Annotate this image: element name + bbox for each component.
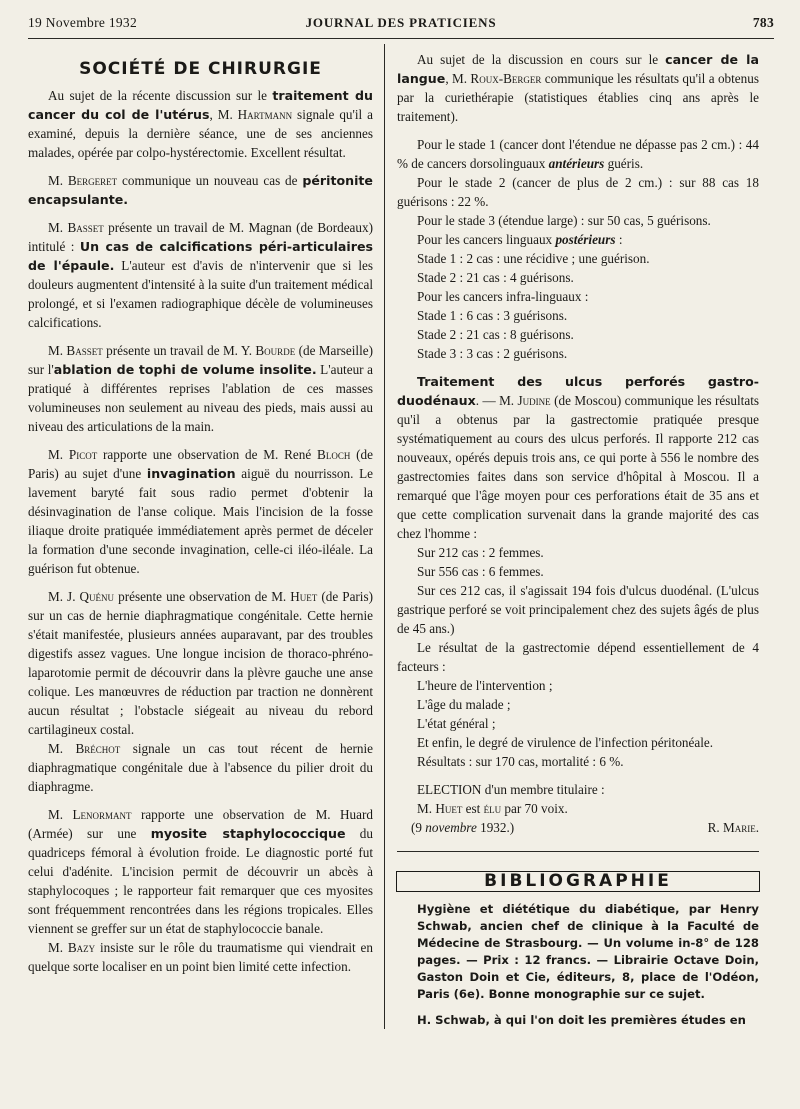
signoff <box>397 818 759 837</box>
signoff-author: R. Marie. <box>707 820 759 835</box>
paragraph-bergeret: M. Bergeret communique un nouveau cas de péritonite encapsulante. <box>28 173 373 207</box>
factor-line: L'heure de l'intervention ; <box>417 678 553 693</box>
paragraph-facteurs: Le résultat de la gastrectomie dépend essentiellement de 4 facteurs : <box>397 640 759 674</box>
paragraph-election: ELECTION d'un membre titulaire : <box>417 782 605 797</box>
paragraph-hartmann: Au sujet de la récente discussion sur le traitement du cancer du col de l'utérus, M. Hartmann signale qu'il a examiné, depuis la dernière séance, une de ses anciennes malades, opérée par colpo-hystérectomie. Excellent résultat. <box>28 88 374 160</box>
biblio-continuation: H. Schwab, à qui l'on doit les premières études en <box>417 1013 746 1027</box>
section-rule <box>397 851 759 852</box>
paragraph-picot: M. Picot rapporte une observation de M. René Bloch (de Paris) au sujet d'une invagination aiguë du nourrisson. Le lavement baryté fait sous radio permet d'obtenir la désinvagination de l'anse colique. Mais l'incision de la fosse iliaque droite pratiquée immédiatement après permet de déceler la formation d'une seconde invagination, celle-ci iléo-iléale. La guérison fut obtenue. <box>28 447 374 576</box>
page-number: 783 <box>752 15 774 30</box>
factor-line: L'état général ; <box>417 716 496 731</box>
journal-title: JOURNAL DES PRATICIENS <box>305 15 497 30</box>
paragraph-duodenal: Sur ces 212 cas, il s'agissait 194 fois d'ulcus duodénal. (L'ulcus gastrique perforé se voit principalement chez des sujets âgés de plus de 45 ans.) <box>397 583 759 636</box>
paragraph-lenormant: M. Lenormant rapporte une observation de M. Huard (Armée) sur une myosite staphylococcique du quadriceps fémoral à évolution froide. Le diagnostic porté fut celui d'adénite. L'incision permit de découvrir un abcès à staphylocoques ; le rapporteur fait remarquer que ces myosites sont fréquemment rencontrées dans les régions tropicales. Elles viennent se greffer sur un état de staphylococcie banale. <box>28 807 373 936</box>
biblio-entry: Hygiène et diététique du diabétique, par Henry Schwab, ancien chef de clinique à la Faculté de Médecine de Strasbourg. — Un volume in-8° de 128 pages. — Prix : 12 francs. — Librairie Octave Doin, Gaston Doin et Cie, éditeurs, 8, place de l'Odéon, Paris (6e). Bonne monographie sur ce sujet. <box>417 902 759 1001</box>
stat-line: Stade 1 : 2 cas : une récidive ; une guérison. <box>417 251 650 266</box>
stat-line: Stade 2 : 21 cas : 4 guérisons. <box>417 270 574 285</box>
paragraph-stade-2: Pour le stade 2 (cancer de plus de 2 cm.) : sur 88 cas 18 guérisons : 22 %. <box>397 175 759 209</box>
stat-line: Stade 1 : 6 cas : 3 guérisons. <box>417 308 568 323</box>
column-divider <box>384 44 385 1029</box>
stat-line: Sur 556 cas : 6 femmes. <box>417 564 544 579</box>
paragraph-posterieurs: Pour les cancers linguaux postérieurs : <box>417 232 623 247</box>
paragraph-roux-berger: Au sujet de la discussion en cours sur le cancer de la langue, M. Roux-Berger communique les résultats qu'il a obtenus par la curiethérapie (statistiques établies cinq ans après le traitement). <box>397 52 759 124</box>
signoff-date: (9 novembre 1932.) <box>411 820 515 835</box>
paragraph-huet-elu: M. Huet est élu par 70 voix. <box>417 801 568 816</box>
stat-line: Sur 212 cas : 2 femmes. <box>417 545 544 560</box>
paragraph-bazy: M. Bazy insiste sur le rôle du traumatisme qui viendrait en quelque sorte localiser en un point bien limité cette infection. <box>28 940 373 974</box>
paragraph-basset-magnan: M. Basset présente un travail de M. Magnan (de Bordeaux) intitulé : Un cas de calcifications péri-articulaires de l'épaule. L'auteur est d'avis de n'intervenir que si les douleurs augmentent d'intensité à la suite d'un traitement médical prolongé, et si l'examen radiographique décèle de volumineuses calcifications. <box>28 220 373 330</box>
paragraph-infra-linguaux: Pour les cancers infra-linguaux : <box>417 289 589 304</box>
paragraph-stade-3: Pour le stade 3 (étendue large) : sur 50 cas, 5 guérisons. <box>417 213 711 228</box>
section-title: SOCIÉTÉ DE CHIRURGIE <box>79 59 322 79</box>
running-header <box>28 8 774 39</box>
paragraph-virulence: Et enfin, le degré de virulence de l'infection péritonéale. <box>417 735 714 750</box>
stat-line: Stade 3 : 3 cas : 2 guérisons. <box>417 346 568 361</box>
paragraph-stade-1: Pour le stade 1 (cancer dont l'étendue ne dépasse pas 2 cm.) : 44 % de cancers dorsolinguaux antérieurs guéris. <box>397 137 759 171</box>
bibliography-body <box>397 901 759 1029</box>
paragraph-brechot: M. Bréchot signale un cas tout récent de hernie diaphragmatique congénitale due à l'absence du pilier droit du diaphragme. <box>28 741 373 794</box>
paragraph-quenu: M. J. Quénu présente une observation de M. Huet (de Paris) sur un cas de hernie diaphragmatique congénitale. Cette hernie s'était manifestée, plusieurs années auparavant, par des troubles digestifs assez vagues. Une longue incision de thoraco-phréno-laparotomie permit de découvrir dans la plèvre gauche une anse colique. Les manœuvres de réduction par traction ne donnèrent aucun résultat ; l'obstacle siégeait au niveau du rebord cartilagineux costal. <box>28 589 373 737</box>
factor-line: L'âge du malade ; <box>417 697 511 712</box>
paragraph-basset-bourde: M. Basset présente un travail de M. Y. Bourde (de Marseille) sur l'ablation de tophi de volume insolite. L'auteur a pratiqué à différentes reprises l'ablation de ces masses volumineuses non seulement au niveau des pieds, mais aussi au niveau des articulations de la main. <box>28 343 374 434</box>
paragraph-judine: Traitement des ulcus perforés gastro-duodénaux. — M. Judine (de Moscou) communique les résultats qu'il a obtenus par la gastrectomie pratiquée presque systématiquement au cours des ulcus perforés. Il rapporte 212 cas nouveaux, opérés depuis trois ans, ce qui porte à 556 le nombre des gastrectomies faites dans son service d'hôpital à Moscou. Il a remarqué que l'âge moyen pour ces perforations était de 35 ans et que cette complication survenait dans la grande majorité des cas chez l'homme : <box>397 374 759 541</box>
stat-line: Stade 2 : 21 cas : 8 guérisons. <box>417 327 574 342</box>
left-column <box>28 50 373 985</box>
right-column <box>397 50 759 1038</box>
bibliography-title: BIBLIOGRAPHIE <box>397 872 759 891</box>
paragraph-resultats: Résultats : sur 170 cas, mortalité : 6 %. <box>417 754 624 769</box>
issue-date: 19 Novembre 1932 <box>28 15 138 30</box>
